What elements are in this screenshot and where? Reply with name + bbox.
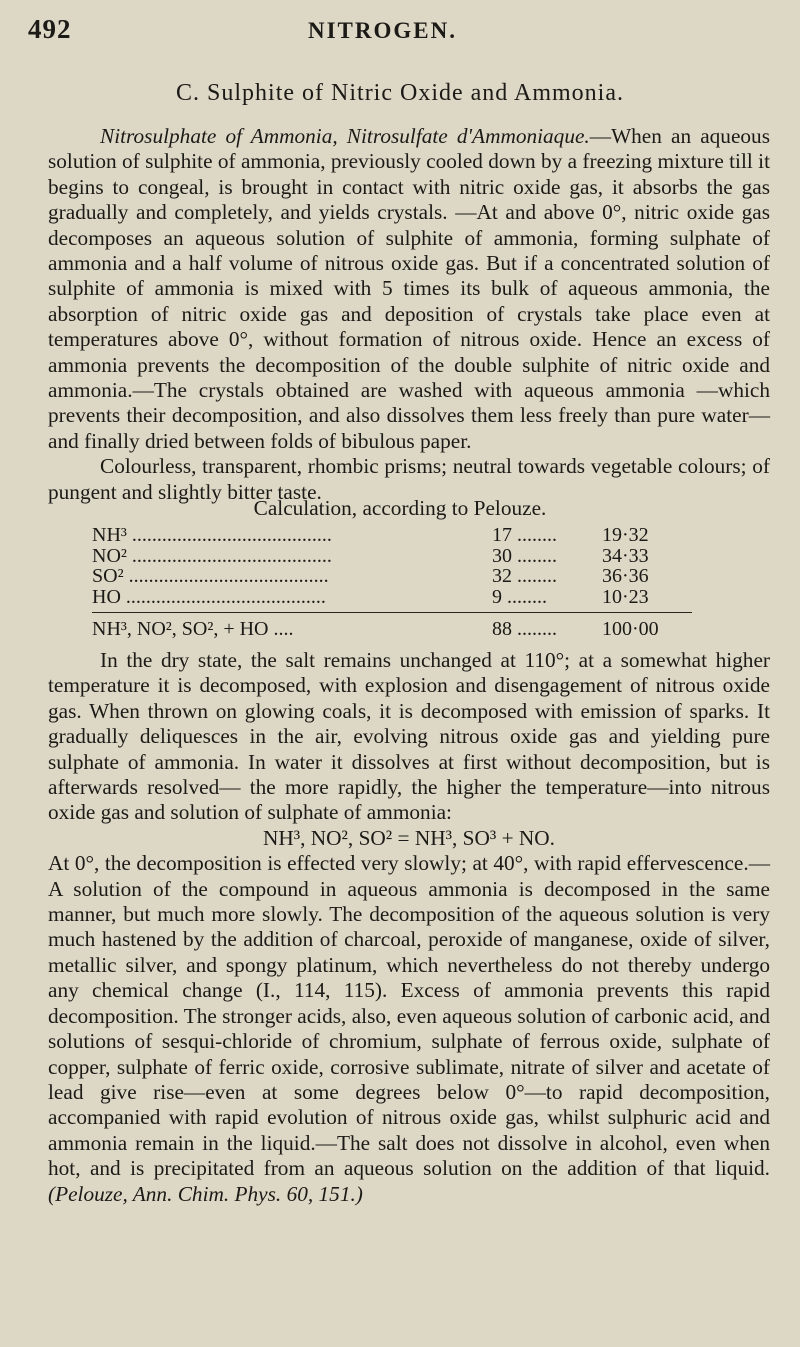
- calc-percent: 19·32: [602, 524, 649, 546]
- calc-percent: 34·33: [602, 544, 649, 567]
- decomposition-text-continued: At 0°, the decomposition is effected very slowly; at 40°, with rapid effervescence.—A solution of the compound in aqueous ammonia is decomposed in the same manner, but much more slowly. The decomposition of the aqueous solution is very much hastened by the addition of charcoal, peroxide of manganese, oxide of silver, metallic silver, and spongy platinum, which nevertheless do not thereby undergo any chemical change (I., 114, 115). Excess of ammonia prevents this rapid decomposition. The stronger acids, also, even aqueous solution of carbonic acid, and solutions of sesqui-chloride of chromium, sulphate of ferrous oxide, sulphate of copper, sulphate of ferric oxide, corrosive sublimate, nitrate of silver and acetate of lead give rise—even at some degrees below 0°—to rapid decomposition, accompanied with rapid evolution of nitrous oxide gas, whilst sulphuric acid and ammonia remain in the liquid.—The salt does not dissolve in alcohol, even when hot, and is precipitated from an aqueous solution on the addition of that liquid.: [48, 851, 770, 1181]
- calc-divider: [92, 612, 692, 613]
- reaction-formula: NH³, NO², SO² = NH³, SO³ + NO.: [262, 825, 555, 850]
- citation: (Pelouze, Ann. Chim. Phys. 60, 151.): [48, 1181, 363, 1206]
- calc-equivalent: 30 ........: [492, 544, 557, 567]
- entry-lead: Nitrosulphate of Ammonia, Nitrosulfate d'Ammoniaque.: [100, 124, 590, 148]
- entry-properties: Colourless, transparent, rhombic prisms; neutral towards vegetable colours; of pungent and slightly bitter taste.: [48, 454, 770, 504]
- calc-equivalent: 9 ........: [492, 585, 547, 608]
- section-title: C. Sulphite of Nitric Oxide and Ammonia.: [176, 80, 624, 106]
- entry-text: —When an aqueous solution of sulphite of ammonia, previously cooled down by a freezing mixture till it begins to congeal, is brought in contact with nitric oxide gas, it absorbs the gas gradually and completely, and yields crystals. —At and above 0°, nitric oxide gas decomposes an aqueous solution of sulphite of ammonia, forming sulphate of ammonia and a half volume of nitrous oxide gas. But if a concentrated solution of sulphite of ammonia is mixed with 5 times its bulk of aqueous ammonia, the absorption of nitric oxide gas and deposition of crystals take place even at temperatures above 0°, without formation of nitrous oxide. Hence an excess of ammonia prevents the decomposition of the double sulphite of nitric oxide and ammonia.—The crystals obtained are washed with aqueous ammonia —which prevents their decomposition, and also dissolves them less freely than pure water—and finally dried between folds of bibulous paper.: [48, 124, 770, 453]
- calc-formula: NO² ........................................: [92, 544, 332, 567]
- calc-total-equivalent: 88 ........: [492, 618, 557, 640]
- calculation-table: [92, 524, 692, 640]
- calc-row: [92, 524, 692, 545]
- calculation-title: Calculation, according to Pelouze.: [253, 496, 547, 520]
- calc-formula: SO² ........................................: [92, 565, 329, 587]
- page-header: [28, 10, 780, 50]
- calc-formula: HO ........................................: [92, 585, 326, 608]
- paragraph-decomposition: [48, 648, 770, 1207]
- calc-equivalent: 17 ........: [492, 524, 557, 546]
- page-number: 492: [28, 14, 72, 44]
- paragraph-nitrosulphate: [48, 124, 770, 505]
- calc-equivalent: 32 ........: [492, 565, 557, 587]
- calc-row: [92, 565, 692, 586]
- calc-row: [92, 586, 692, 607]
- running-title: NITROGEN.: [308, 18, 457, 43]
- calc-percent: 36·36: [602, 565, 649, 587]
- calc-percent: 10·23: [602, 585, 649, 608]
- calc-total-row: [92, 618, 692, 640]
- calc-row: [92, 545, 692, 566]
- calc-total-percent: 100·00: [602, 618, 659, 640]
- calc-formula: NH³ ........................................: [92, 524, 332, 546]
- decomposition-text: In the dry state, the salt remains unchanged at 110°; at a somewhat higher temperature it is decomposed, with explosion and disengagement of nitrous oxide gas. When thrown on glowing coals, it is decomposed with emission of sparks. It gradually deliquesces in the air, evolving nitrous oxide gas and yielding pure sulphate of ammonia. In water it dissolves at first without decomposition, but is afterwards resolved— the more rapidly, the higher the temperature—into nitrous oxide gas and solution of sulphate of ammonia:: [48, 648, 770, 825]
- calc-total-formula: NH³, NO², SO², + HO ....: [92, 618, 294, 640]
